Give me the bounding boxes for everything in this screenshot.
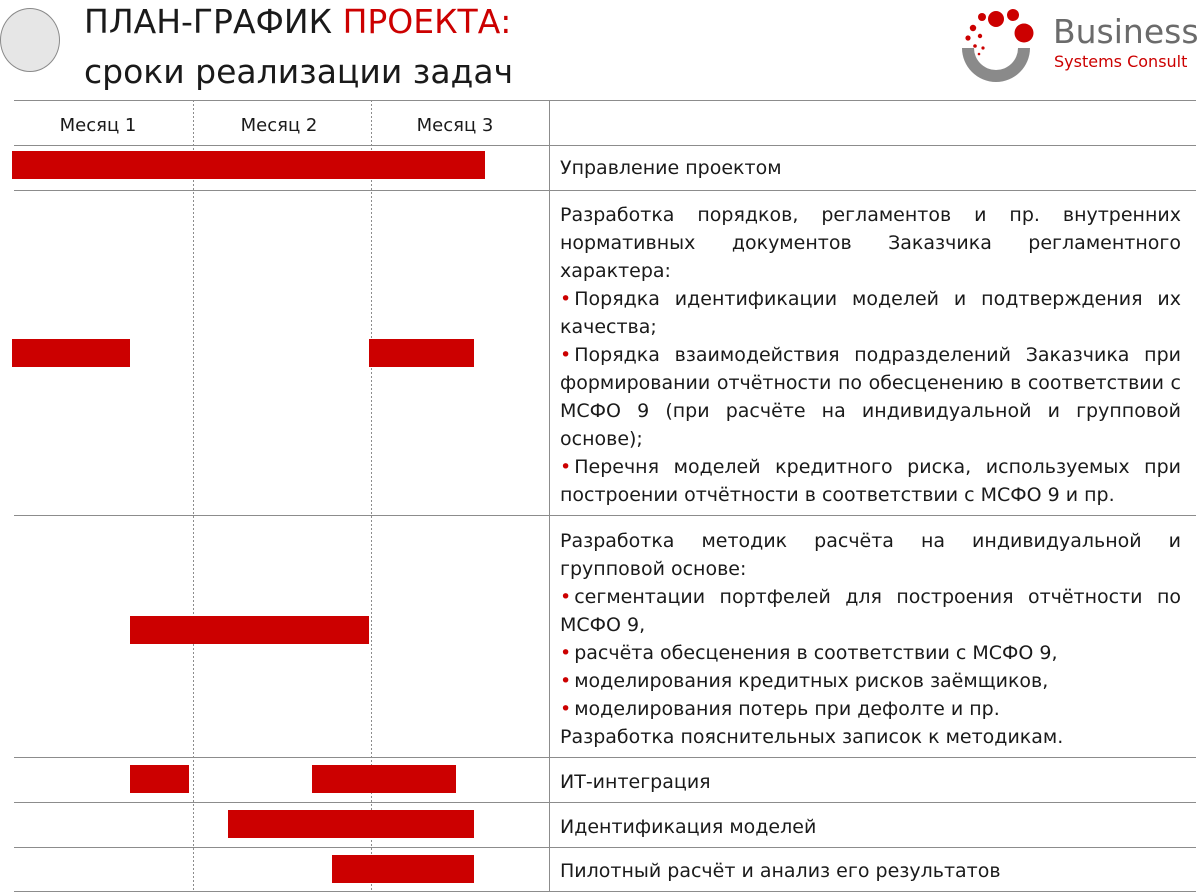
task-desc-1: [560, 154, 1181, 182]
month-label-1: Месяц 1: [59, 115, 137, 136]
task-3-para-2: • сегментации портфелей для построения отчётности по МСФО 9,: [560, 583, 1181, 639]
task-desc-5: [560, 813, 1181, 841]
task-desc-2: [560, 201, 1181, 509]
logo-word-business: Business: [1053, 12, 1199, 51]
gantt-bar-task-3-seg-1: [130, 616, 369, 644]
task-3-para-4: • моделирования кредитных рисков заёмщиков,: [560, 667, 1181, 695]
logo-word-systems-consult: Systems Consult: [1054, 52, 1188, 71]
month-label-3: Месяц 3: [416, 115, 494, 136]
gantt-bar-task-6-seg-1: [332, 855, 475, 883]
gantt-bar-task-4-seg-2: [312, 765, 457, 793]
task-2-para-1: Разработка порядков, регламентов и пр. внутренних нормативных документов Заказчика регламентного характера:: [560, 204, 1181, 282]
task-2-para-4: • Перечня моделей кредитного риска, используемых при построении отчётности в соответствии с МСФО 9 и пр.: [560, 453, 1181, 509]
gantt-bar-task-2-seg-2: [369, 339, 474, 367]
task-3-para-1: Разработка методик расчёта на индивидуальной и групповой основе:: [560, 530, 1181, 580]
task-desc-3: [560, 527, 1181, 751]
gantt-bar-task-1-seg-1: [12, 151, 485, 179]
task-2-para-2: • Порядка идентификации моделей и подтверждения их качества;: [560, 285, 1181, 341]
task-desc-4: [560, 768, 1181, 796]
title-prefix: ПЛАН-ГРАФИК: [84, 2, 333, 41]
task-1-para-1: Управление проектом: [560, 157, 782, 179]
gantt-bar-task-4-seg-1: [130, 765, 189, 793]
task-3-para-5: • моделирования потерь при дефолте и пр.: [560, 695, 1181, 723]
task-2-para-3: • Порядка взаимодействия подразделений Заказчика при формировании отчётности по обесценению в соответствии с МСФО 9 (при расчёте на индивидуальной и групповой основе);: [560, 341, 1181, 453]
task-3-para-6: Разработка пояснительных записок к методикам.: [560, 726, 1064, 748]
gantt-bar-task-5-seg-1: [228, 810, 474, 838]
task-5-para-1: Идентификация моделей: [560, 816, 817, 838]
task-3-para-3: • расчёта обесценения в соответствии с МСФО 9,: [560, 639, 1181, 667]
month-label-2: Месяц 2: [240, 115, 318, 136]
gantt-bar-task-2-seg-1: [12, 339, 130, 367]
page-subtitle: сроки реализации задач: [84, 52, 514, 91]
task-6-para-1: Пилотный расчёт и анализ его результатов: [560, 860, 1001, 882]
task-desc-6: [560, 857, 1181, 885]
task-4-para-1: ИТ-интеграция: [560, 771, 711, 793]
title-highlight: ПРОЕКТА:: [342, 2, 512, 41]
